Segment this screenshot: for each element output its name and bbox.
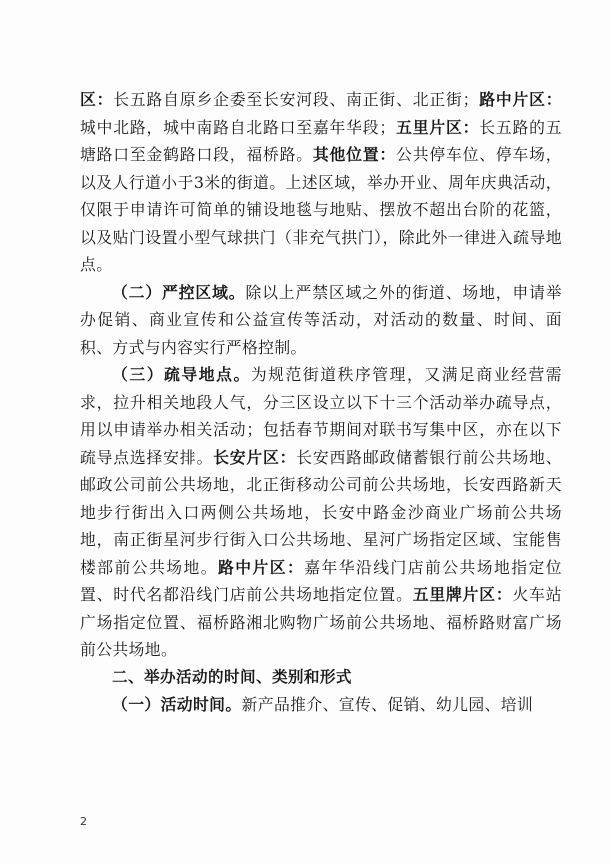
paragraph-strict-control: [80, 279, 562, 362]
text-wuli: 长五路的五塘路口至金鹤路口段，福桥路。: [80, 117, 562, 164]
page-number: 2: [80, 815, 87, 828]
text-district: 长五路自原乡企委至长安河段、南正街、北正街；: [113, 90, 479, 109]
section-heading: 二、举办活动的时间、类别和形式: [112, 667, 352, 686]
label-luzhong: 路中片区：: [478, 90, 562, 109]
text-other: 公共停车位、停车场，以及人行道小于3米的街道。上述区域，举办开业、周年庆典活动，仅限于申请许可简单的铺设地毯与地贴、摆放不超出台阶的花篮，以及贴门设置小型气球拱门（非充气拱门），除此外一律进入疏导地点。: [80, 145, 562, 274]
label-changan: 长安片区：: [213, 447, 297, 467]
paragraph-guidance-sites: [80, 361, 562, 664]
text-wulipai: 火车站广场指定位置、福桥路湘北购物广场前公共场地、福桥路财富广场前公共场地。: [80, 585, 562, 659]
label-strict-control: （二）严控区域。: [112, 282, 246, 302]
label-wuli: 五里片区：: [395, 117, 480, 137]
label-wulipai: 五里牌片区：: [412, 585, 513, 604]
text-luzhong: 城中北路，城中南路自北路口至嘉年华段；: [80, 117, 396, 137]
label-district: 区：: [80, 90, 114, 109]
text-guidance-sites: 为规范街道秩序管理，又满足商业经营需求，拉升相关地段人气，分三区设立以下十三个活动举办疏导点，用以申请举办相关活动；包括春节期间对联书写集中区，亦在以下疏导点选择安排。: [80, 365, 563, 467]
document-body: [80, 86, 562, 719]
text-changan: 长安西路邮政储蓄银行前公共场地、邮政公司前公共场地，北正街移动公司前公共场地，长安西路新天地步行街出入口两侧公共场地，长安中路金沙商业广场前公共场地，南正街星河步行街入口公共场地、星河广场指定区域、宝能售楼部前公共场地。: [80, 447, 563, 577]
text-activity-time: 新产品推介、宣传、促销、幼儿园、培训: [241, 695, 534, 714]
paragraph-prohibited-areas-cont: [80, 86, 562, 279]
label-other: 其他位置：: [312, 145, 397, 164]
label-luzhong-sites: 路中片区：: [218, 557, 305, 577]
text-luzhong-sites: 嘉年华沿线门店前公共场地指定位置、时代名都沿线门店前公共场地指定位置。: [80, 557, 562, 604]
label-activity-time: （一）活动时间。: [112, 695, 242, 714]
label-guidance-sites: （三）疏导地点。: [112, 365, 251, 384]
paragraph-activity-time: [80, 691, 562, 719]
text-strict-control: 除以上严禁区域之外的街道、场地，申请举办促销、商业宣传和公益宣传等活动，对活动的数量、时间、面积、方式与内容实行严格控制。: [80, 282, 562, 357]
